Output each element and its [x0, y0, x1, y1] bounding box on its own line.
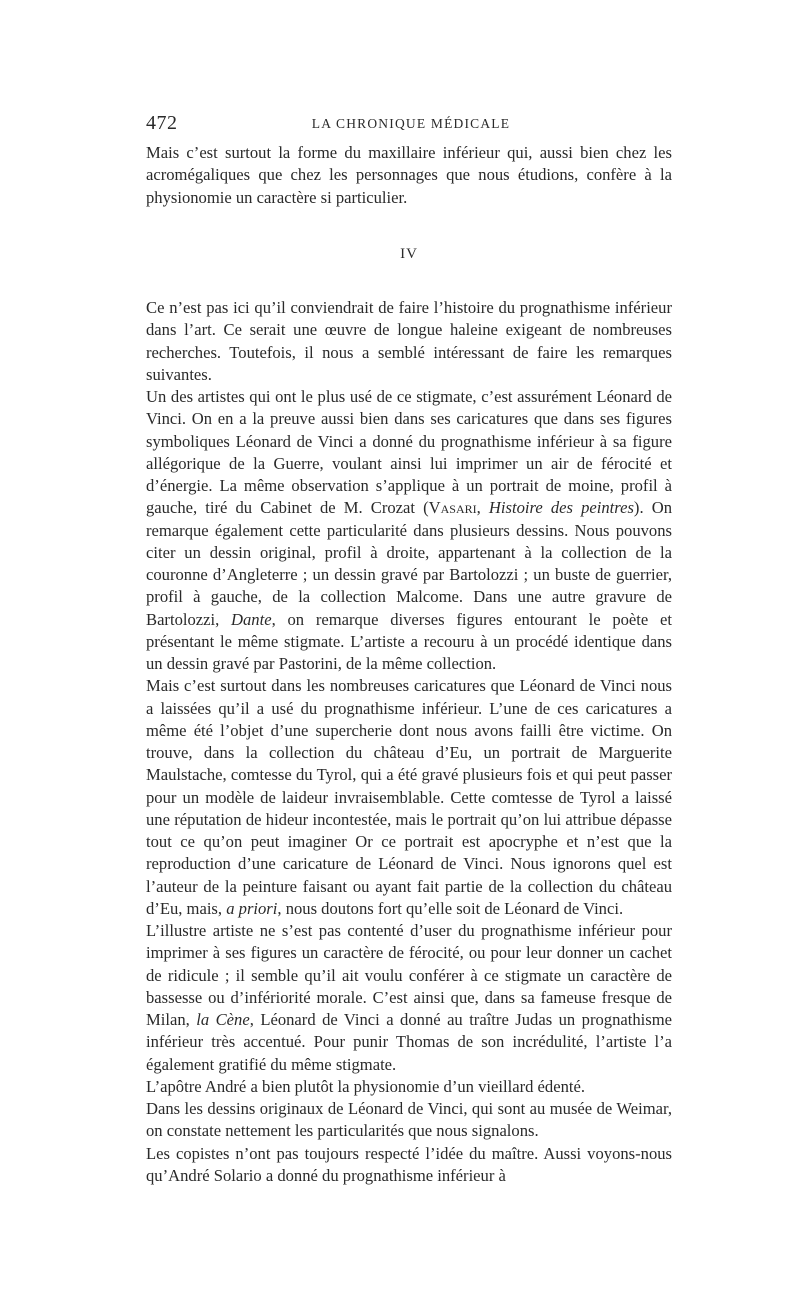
- paragraph-4: [146, 920, 672, 1076]
- page-number: 472: [146, 112, 178, 134]
- paragraph-4-text-a: L’illustre artiste ne s’est pas contenté d’user du prognathisme inférieur pour imprimer à ses figures un caractère de férocité, ou pour leur donner un cachet de ridicule ; il semble qu’il ait voulu conférer à ce stigmate un caractère de bassesse ou d’infériorité morale. C’est ainsi que, dans sa fameuse fresque de Milan,: [146, 921, 672, 1029]
- paragraph-5: L’apôtre André a bien plutôt la physionomie d’un vieillard édenté.: [146, 1076, 586, 1096]
- running-title: LA CHRONIQUE MÉDICALE: [311, 116, 511, 131]
- paragraph-2-text-c: ). On remarque également cette particularité dans plusieurs dessins. Nous pouvons citer un dessin original, profil à droite, appartenant à la collection de la couronne d’Angleterre ; un dessin gravé par Bartolozzi ; un buste de guerrier, profil à gauche, de la collection Malcome. Dans une autre gravure de Bartolozzi,: [146, 498, 672, 629]
- section-number: IV: [400, 245, 418, 262]
- work-title-dante: Dante: [231, 609, 272, 629]
- paragraph-3-text-b: , nous doutons fort qu’elle soit de Léonard de Vinci.: [277, 898, 624, 918]
- author-vasari: Vasari: [428, 498, 477, 518]
- phrase-a-priori: a priori: [226, 898, 278, 918]
- paragraph-4-text-b: , Léonard de Vinci a donné au traître Judas un prognathisme inférieur très accentué. Pour punir Thomas de son incrédulité, l’artiste l’a également gratifié du même stigmate.: [146, 1010, 672, 1074]
- paragraph-2-text-d: , on remarque diverses figures entourant le poète et présentant le même stigmate. L’artiste a recouru à un procédé identique dans un dessin gravé par Pastorini, de la même collection.: [146, 609, 672, 673]
- work-title-cene: la Cène: [196, 1010, 250, 1029]
- paragraph-3: [146, 675, 672, 920]
- body-text: [146, 142, 672, 1187]
- intro-paragraph: Mais c’est surtout la forme du maxillaire inférieur qui, aussi bien chez les acromégaliques que chez les personnages que nous étudions, confère à la physionomie un caractère si particulier.: [146, 143, 672, 207]
- paragraph-2-text-a: Un des artistes qui ont le plus usé de ce stigmate, c’est assurément Léonard de Vinci. On en a la preuve aussi bien dans ses caricatures que dans ses figures symboliques Léonard de Vinci a donné du prognathisme inférieur à sa figure allégorique de la Guerre, voulant ainsi lui imprimer un air de férocité et d’énergie. La même observation s’applique à un portrait de moine, profil à gauche, tiré du Cabinet de M. Crozat (: [146, 387, 672, 518]
- paragraph-6: Dans les dessins originaux de Léonard de Vinci, qui sont au musée de Weimar, on constate nettement les particularités que nous signalons.: [146, 1099, 672, 1141]
- paragraph-3-text-a: Mais c’est surtout dans les nombreuses caricatures que Léonard de Vinci nous a laissées qu’il a usé du prognathisme inférieur. L’une de ces caricatures a même été l’objet d’une supercherie dont nous avons failli être victime. On trouve, dans la collection du château d’Eu, un portrait de Marguerite Maulstache, comtesse du Tyrol, qui a été gravé plusieurs fois et qui peut passer pour un modèle de laideur invraisemblable. Cette comtesse de Tyrol a laissé une réputation de hideur incontestée, mais le portrait qu’on lui attribue dépasse tout ce qu’on peut imaginer Or ce portrait est apocryphe et n’est que la reproduction d’une caricature de Léonard de Vinci. Nous ignorons quel est l’auteur de la peinture faisant ou ayant fait partie de la collection du château d’Eu, mais,: [146, 676, 672, 918]
- paragraph-7: Les copistes n’ont pas toujours respecté l’idée du maître. Aussi voyons-nous qu’André Solario a donné du prognathisme inférieur à: [146, 1143, 672, 1185]
- paragraph-1: Ce n’est pas ici qu’il conviendrait de faire l’histoire du prognathisme inférieur dans l’art. Ce serait une œuvre de longue haleine exigeant de nombreuses recherches. Toutefois, il nous a semblé intéressant de faire les remarques suivantes.: [146, 298, 672, 384]
- book-title-histoire: Histoire des peintres: [488, 498, 634, 518]
- paragraph-2-text-b: ,: [476, 498, 489, 518]
- page-header: [146, 112, 676, 136]
- paragraph-2: [146, 386, 672, 675]
